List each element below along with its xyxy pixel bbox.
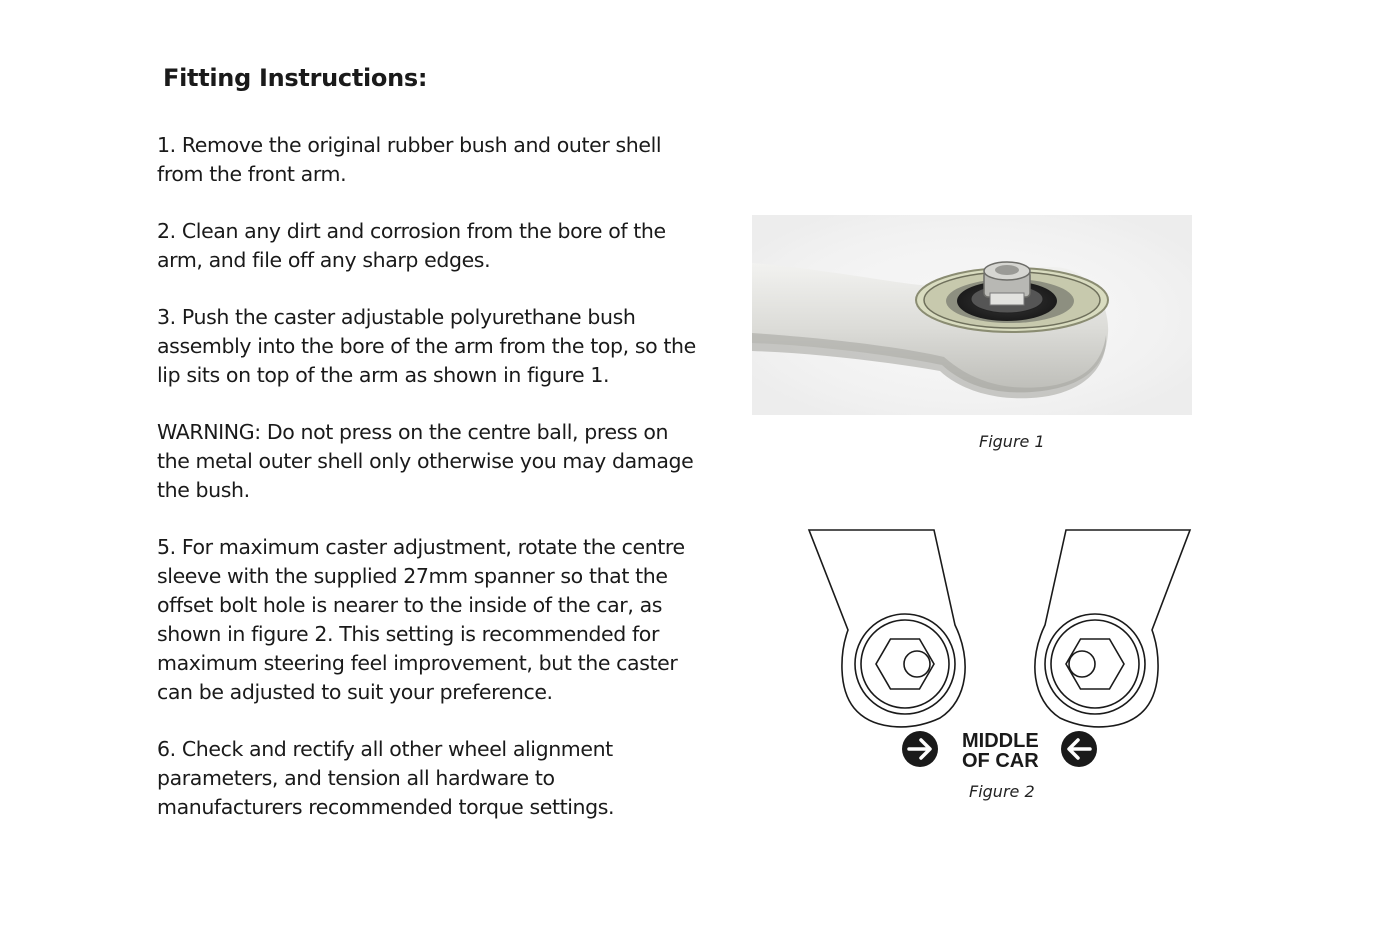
arrow-right-circle-icon (902, 731, 938, 767)
middle-of-car-line1: MIDDLE (962, 730, 1039, 752)
warning-note: WARNING: Do not press on the centre ball, press on the metal outer shell only otherwise you may damage the bush. (157, 420, 694, 502)
step-2: 2. Clean any dirt and corrosion from the bore of the arm, and file off any sharp edges. (157, 219, 666, 272)
page-title: Fitting Instructions: (163, 64, 428, 92)
step-6: 6. Check and rectify all other wheel alignment parameters, and tension all hardware to manufacturers recommended torque settings. (157, 737, 615, 819)
figure-2-caption: Figure 2 (969, 782, 1035, 801)
figure-1-caption: Figure 1 (979, 432, 1045, 451)
arrow-left-circle-icon (1061, 731, 1097, 767)
step-5: 5. For maximum caster adjustment, rotate the centre sleeve with the supplied 27mm spanner so that the offset bolt hole is nearer to the inside of the car, as shown in figure 2. This setting is recommended for maximum steering feel improvement, but the caster can be adjusted to suit your preference. (157, 535, 685, 704)
step-1: 1. Remove the original rubber bush and outer shell from the front arm. (157, 133, 662, 186)
step-3: 3. Push the caster adjustable polyurethane bush assembly into the bore of the arm from the top, so the lip sits on top of the arm as shown in figure 1. (157, 305, 696, 387)
instruction-list (157, 131, 697, 850)
middle-of-car-line2: OF CAR (962, 750, 1039, 772)
figure-2-diagram (800, 520, 1200, 775)
figure-1-arm-photo (752, 215, 1192, 415)
